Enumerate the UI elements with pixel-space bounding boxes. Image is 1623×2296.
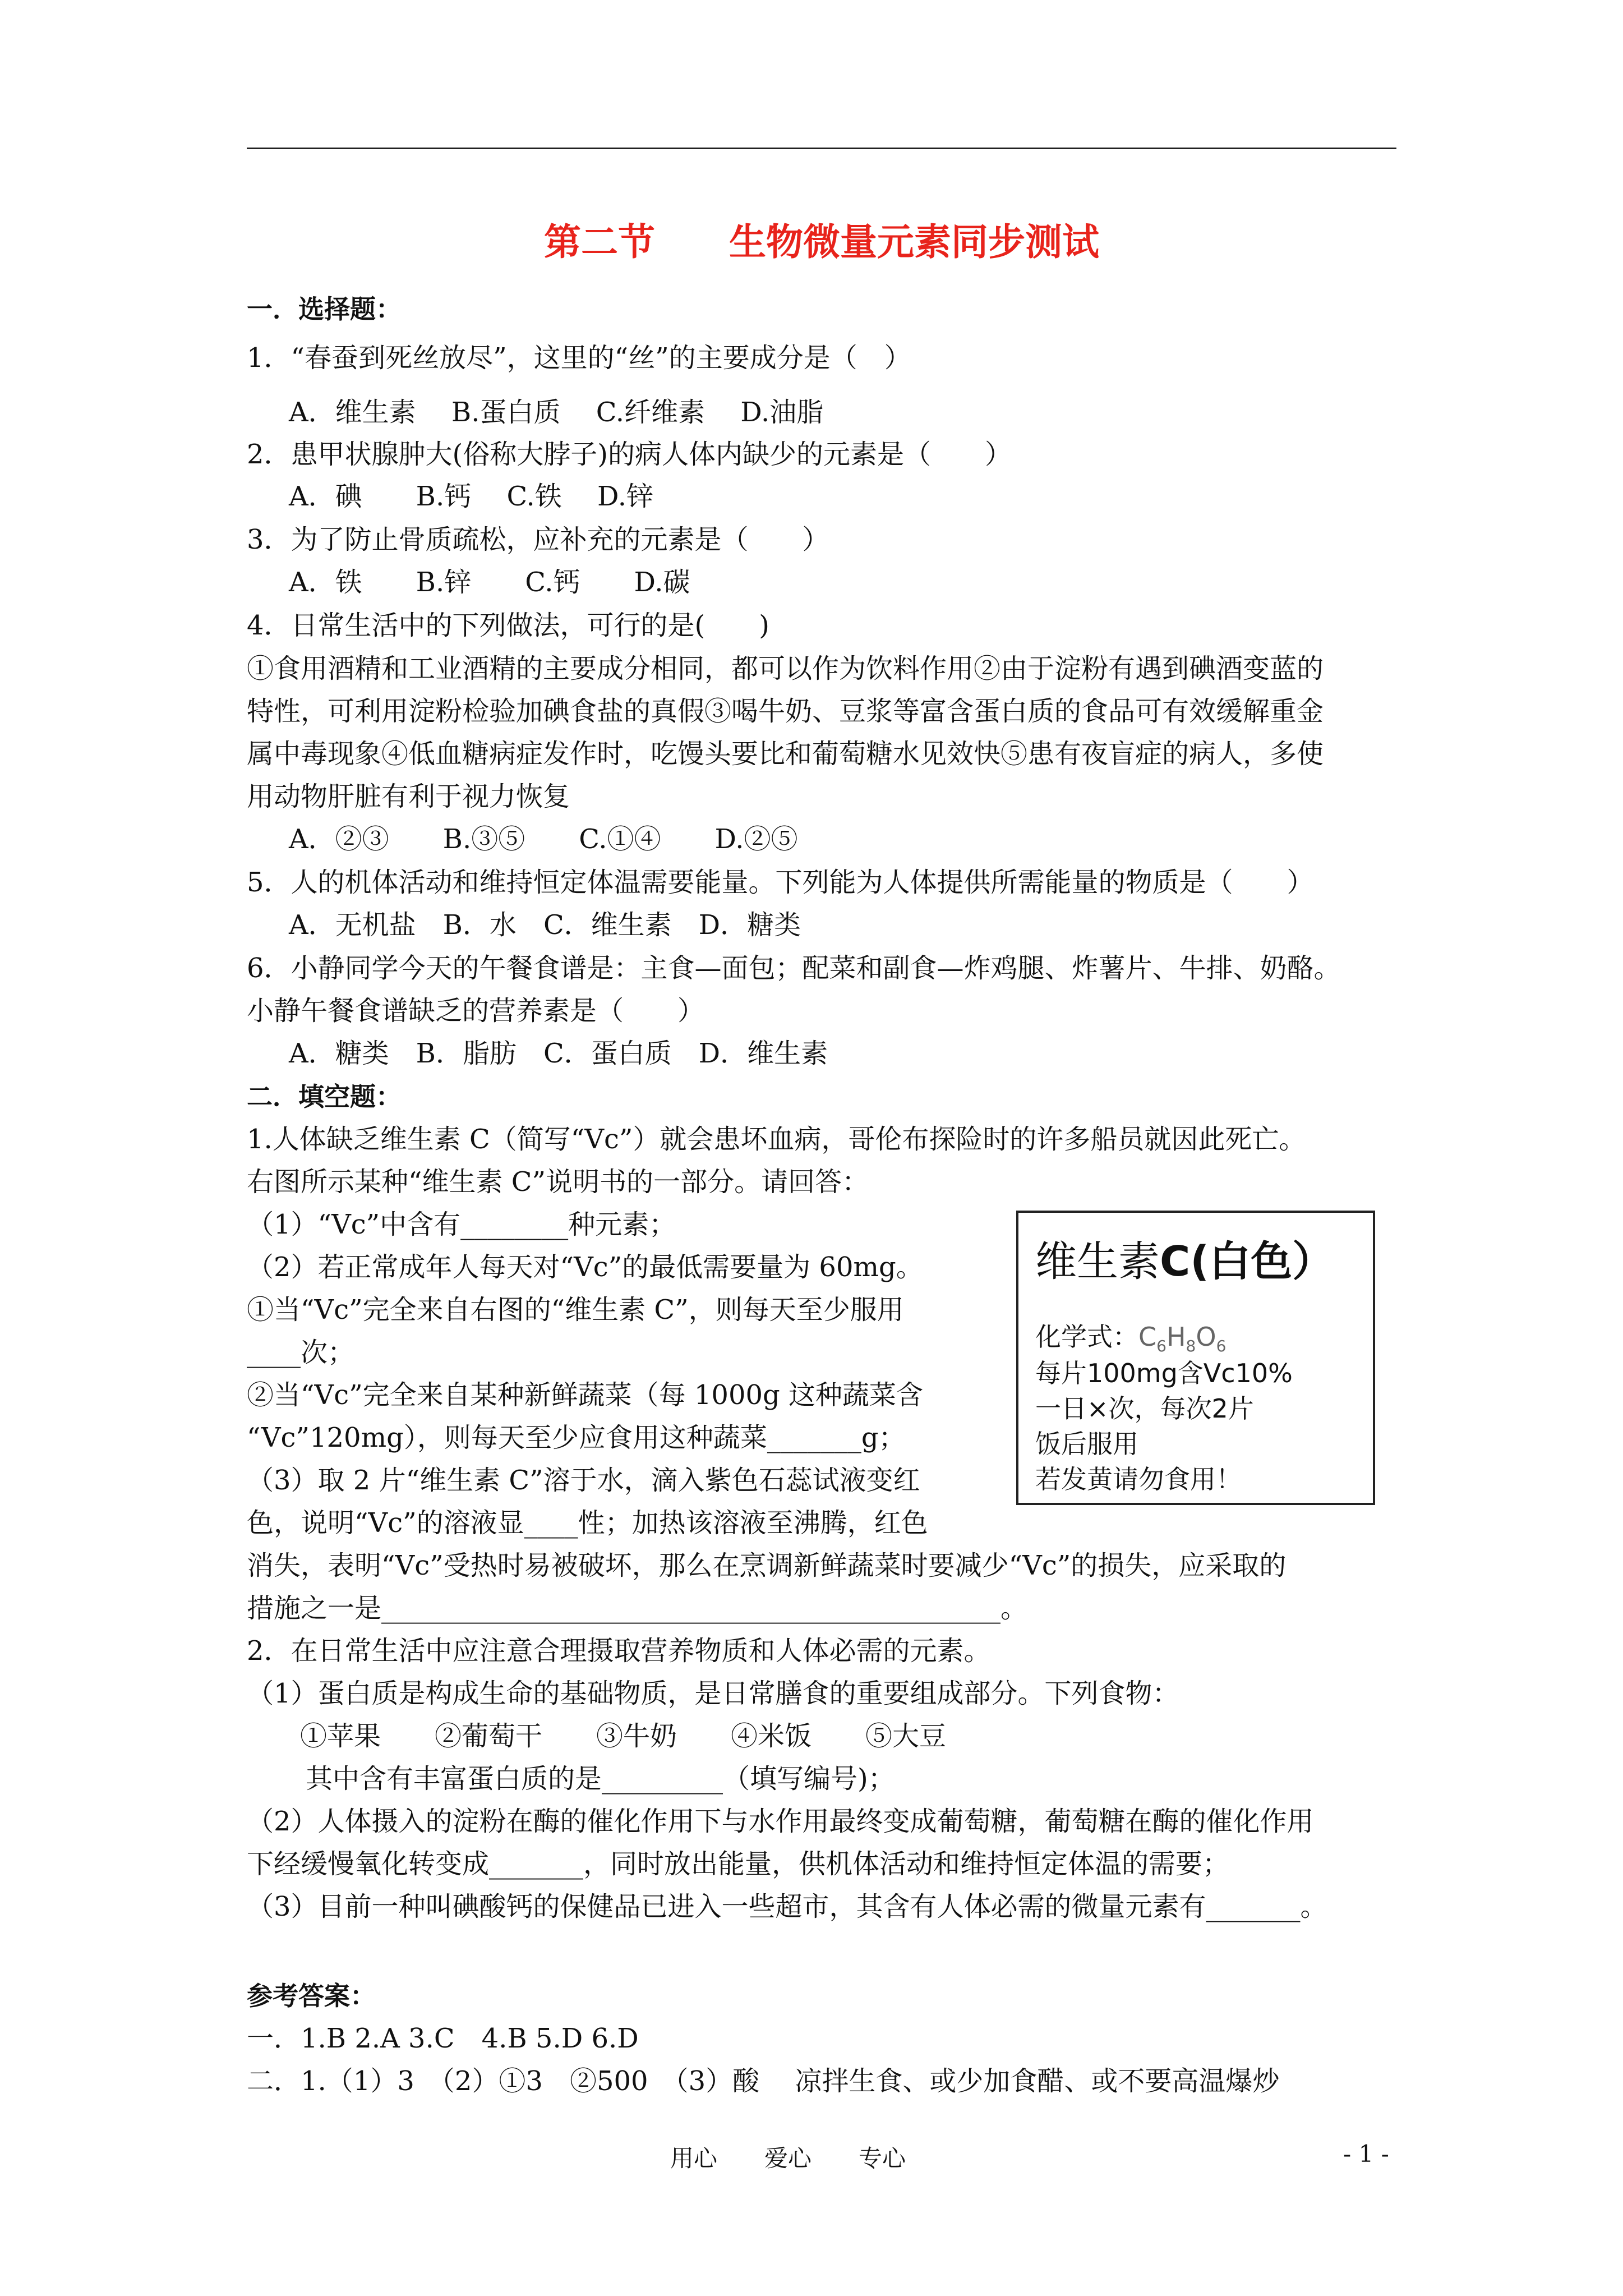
fill-1-part-1: （1）“Vc”中含有________种元素； [247,1209,676,1240]
answers-fill: 二．1.（1）3 （2）①3 ②500 （3）酸 凉拌生食、或少加食醋、或不要高温爆炒 [247,2065,1280,2097]
fill-1-text: 右图所示某种“维生素 C”说明书的一部分。请回答： [247,1166,869,1198]
fill-1-part-3-text: 消失，表明“Vc”受热时易被破坏，那么在烹调新鲜蔬菜时要减少“Vc”的损失，应采取的 [247,1550,1287,1581]
question-5: 5．人的机体活动和维持恒定体温需要能量。下列能为人体提供所需能量的物质是（ ） [247,867,1314,898]
fill-2-part-2: （2）人体摄入的淀粉在酶的催化作用下与水作用最终变成葡萄糖，葡萄糖在酶的催化作用 [247,1806,1314,1837]
question-6: 6．小静同学今天的午餐食谱是：主食—面包；配菜和副食—炸鸡腿、炸薯片、牛排、奶酪。 [247,953,1341,984]
question-3-options: A．铁 B.锌 C.钙 D.碳 [289,567,690,598]
fill-2: 2．在日常生活中应注意合理摄取营养物质和人体必需的元素。 [247,1635,991,1667]
fill-2-part-2-blank: 下经缓慢氧化转变成_______，同时放出能量，供机体活动和维持恒定体温的需要； [247,1848,1230,1880]
page-title: 第二节 生物微量元素同步测试 [544,220,1099,264]
fill-2-part-1-blank: 其中含有丰富蛋白质的是_________（填写编号)； [306,1763,895,1795]
page-number: - 1 - [1343,2140,1389,2168]
answers-choice: 一．1.B 2.A 3.C 4.B 5.D 6.D [247,2023,639,2054]
fill-2-part-1: （1）蛋白质是构成生命的基础物质，是日常膳食的重要组成部分。下列食物： [247,1678,1179,1709]
question-3: 3．为了防止骨质疏松，应补充的元素是（ ） [247,524,829,555]
question-1: 1．“春蚕到死丝放尽”，这里的“丝”的主要成分是（ ） [247,342,911,374]
question-6-options: A．糖类 B．脂肪 C．蛋白质 D．维生素 [289,1038,828,1069]
fill-2-food-list: ①苹果 ②葡萄干 ③牛奶 ④米饭 ⑤大豆 [300,1720,947,1752]
fill-1-part-2: （2）若正常成年人每天对“Vc”的最低需要量为 60mg。 [247,1251,923,1283]
section-heading-choice: 一．选择题： [247,294,402,324]
question-4-text: 属中毒现象④低血糖病症发作时，吃馒头要比和葡萄糖水见效快⑤患有夜盲症的病人，多使 [247,738,1324,770]
question-4-options: A．②③ B.③⑤ C.①④ D.②⑤ [289,823,798,855]
question-2: 2．患甲状腺肿大(俗称大脖子)的病人体内缺少的元素是（ ） [247,439,1012,470]
question-2-options: A．碘 B.钙 C.铁 D.锌 [289,481,654,512]
header-rule [247,148,1396,149]
question-1-options: A．维生素 B.蛋白质 C.纤维素 D.油脂 [289,397,824,428]
vitamin-c-warning: 若发黄请勿食用！ [1035,1464,1242,1494]
fill-1-part-3-blank: 措施之一是______________________________________________。 [247,1593,1028,1624]
vitamin-c-formula: 化学式：$C_6H_8O_6$ [1035,1322,1227,1356]
fill-1-part-2b: ②当“Vc”完全来自某种新鲜蔬菜（每 1000g 这种蔬菜含 [247,1379,924,1411]
vitamin-c-frequency: 一日×次，每次2片 [1035,1393,1254,1424]
vitamin-c-dose: 每片100mg含Vc10% [1035,1358,1293,1388]
fill-1-part-3-text: 色，说明“Vc”的溶液显____性；加热该溶液至沸腾，红色 [247,1507,928,1539]
fill-1-part-2b-blank: “Vc”120mg），则每天至少应食用这种蔬菜_______g； [247,1422,906,1453]
fill-1-part-2a-blank: ____次； [247,1337,355,1368]
vitamin-c-instruction: 饭后服用 [1035,1429,1138,1459]
fill-1: 1.人体缺乏维生素 C（简写“Vc”）就会患坏血病，哥伦布探险时的许多船员就因此死亡。 [247,1124,1306,1155]
question-5-options: A．无机盐 B．水 C．维生素 D．糖类 [289,909,801,941]
question-4-text: ①食用酒精和工业酒精的主要成分相同，都可以作为饮料作用②由于淀粉有遇到碘酒变蓝的 [247,653,1324,684]
fill-2-part-3: （3）目前一种叫碘酸钙的保健品已进入一些超市，其含有人体必需的微量元素有_______。 [247,1891,1327,1922]
vitamin-c-label [1016,1211,1375,1505]
answers-heading: 参考答案： [247,1981,376,2011]
question-4-text: 用动物肝脏有利于视力恢复 [247,781,570,812]
section-heading-fill: 二．填空题： [247,1082,402,1112]
question-4: 4．日常生活中的下列做法，可行的是( ) [247,610,769,641]
footer-motto: 用心 爱心 专心 [670,2145,906,2172]
question-4-text: 特性，可利用淀粉检验加碘食盐的真假③喝牛奶、豆浆等富含蛋白质的食品可有效缓解重金 [247,696,1324,727]
vitamin-c-label-title: 维生素C(白色） [1035,1237,1334,1286]
question-6-text: 小静午餐食谱缺乏的营养素是（ ） [247,995,705,1027]
fill-1-part-2a: ①当“Vc”完全来自右图的“维生素 C”，则每天至少服用 [247,1294,904,1326]
fill-1-part-3: （3）取 2 片“维生素 C”溶于水，滴入紫色石蕊试液变红 [247,1465,920,1496]
